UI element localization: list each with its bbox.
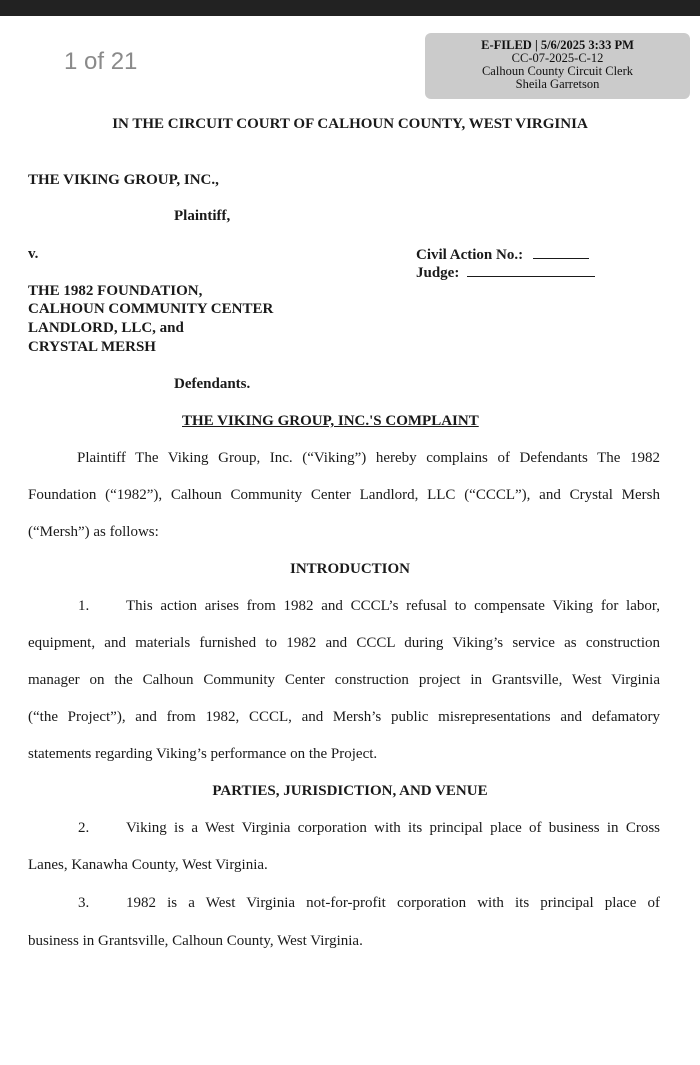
defendant-line: CALHOUN COMMUNITY CENTER [28, 301, 274, 317]
paragraph-text: This action arises from 1982 and CCCL’s refusal to compensate Viking for labor, [126, 598, 660, 614]
paragraph-line: equipment, and materials furnished to 1982 and CCCL during Viking’s service as construction [28, 635, 660, 651]
paragraph-1-first-line [78, 598, 660, 615]
paragraph-line: manager on the Calhoun Community Center construction project in Grantsville, West Virginia [28, 672, 660, 688]
defendant-line: CRYSTAL MERSH [28, 339, 156, 355]
paragraph-line: Lanes, Kanawha County, West Virginia. [28, 857, 268, 873]
intro-line: Plaintiff The Viking Group, Inc. (“Viking”) hereby complains of Defendants The 1982 [77, 450, 660, 466]
efiled-stamp [425, 33, 690, 99]
paragraph-3-first-line [78, 895, 660, 912]
paragraph-line: business in Grantsville, Calhoun County, West Virginia. [28, 933, 363, 949]
civil-action-blank [533, 246, 589, 259]
page-counter: 1 of 21 [64, 48, 138, 75]
judge-blank [467, 264, 595, 277]
stamp-clerk-name: Sheila Garretson [515, 77, 600, 91]
judge-field [416, 264, 595, 282]
viewer-top-bar [0, 0, 700, 16]
court-heading: IN THE CIRCUIT COURT OF CALHOUN COUNTY, WEST VIRGINIA [112, 116, 588, 132]
intro-line: (“Mersh”) as follows: [28, 524, 159, 540]
paragraph-text: 1982 is a West Virginia not-for-profit corporation with its principal place of [126, 895, 660, 911]
defendants-label: Defendants. [174, 376, 251, 392]
paragraph-2-first-line [78, 820, 660, 837]
versus-label: v. [28, 246, 39, 262]
plaintiff-label: Plaintiff, [174, 208, 231, 224]
defendant-line: LANDLORD, LLC, and [28, 320, 184, 336]
paragraph-line: (“the Project”), and from 1982, CCCL, and Mersh’s public misrepresentations and defamatory [28, 709, 660, 725]
civil-action-field [416, 246, 589, 264]
intro-line: Foundation (“1982”), Calhoun Community Center Landlord, LLC (“CCCL”), and Crystal Mersh [28, 487, 660, 503]
paragraph-number: 2. [78, 820, 90, 836]
civil-action-label: Civil Action No.: [416, 247, 524, 263]
defendant-line: THE 1982 FOUNDATION, [28, 283, 203, 299]
complaint-title: THE VIKING GROUP, INC.'S COMPLAINT [182, 413, 479, 429]
judge-label: Judge: [416, 265, 460, 281]
paragraph-text: Viking is a West Virginia corporation with its principal place of business in Cross [126, 820, 660, 836]
paragraph-line: statements regarding Viking’s performance on the Project. [28, 746, 378, 762]
paragraph-number: 1. [78, 598, 90, 614]
paragraph-number: 3. [78, 895, 90, 911]
section-heading-parties: PARTIES, JURISDICTION, AND VENUE [212, 783, 488, 799]
stamp-filed-line: E-FILED | 5/6/2025 3:33 PM [481, 38, 634, 52]
section-heading-introduction: INTRODUCTION [289, 561, 410, 577]
plaintiff-name: THE VIKING GROUP, INC., [28, 172, 219, 188]
stamp-case-number: CC-07-2025-C-12 [511, 51, 604, 65]
stamp-clerk-office: Calhoun County Circuit Clerk [481, 64, 634, 78]
